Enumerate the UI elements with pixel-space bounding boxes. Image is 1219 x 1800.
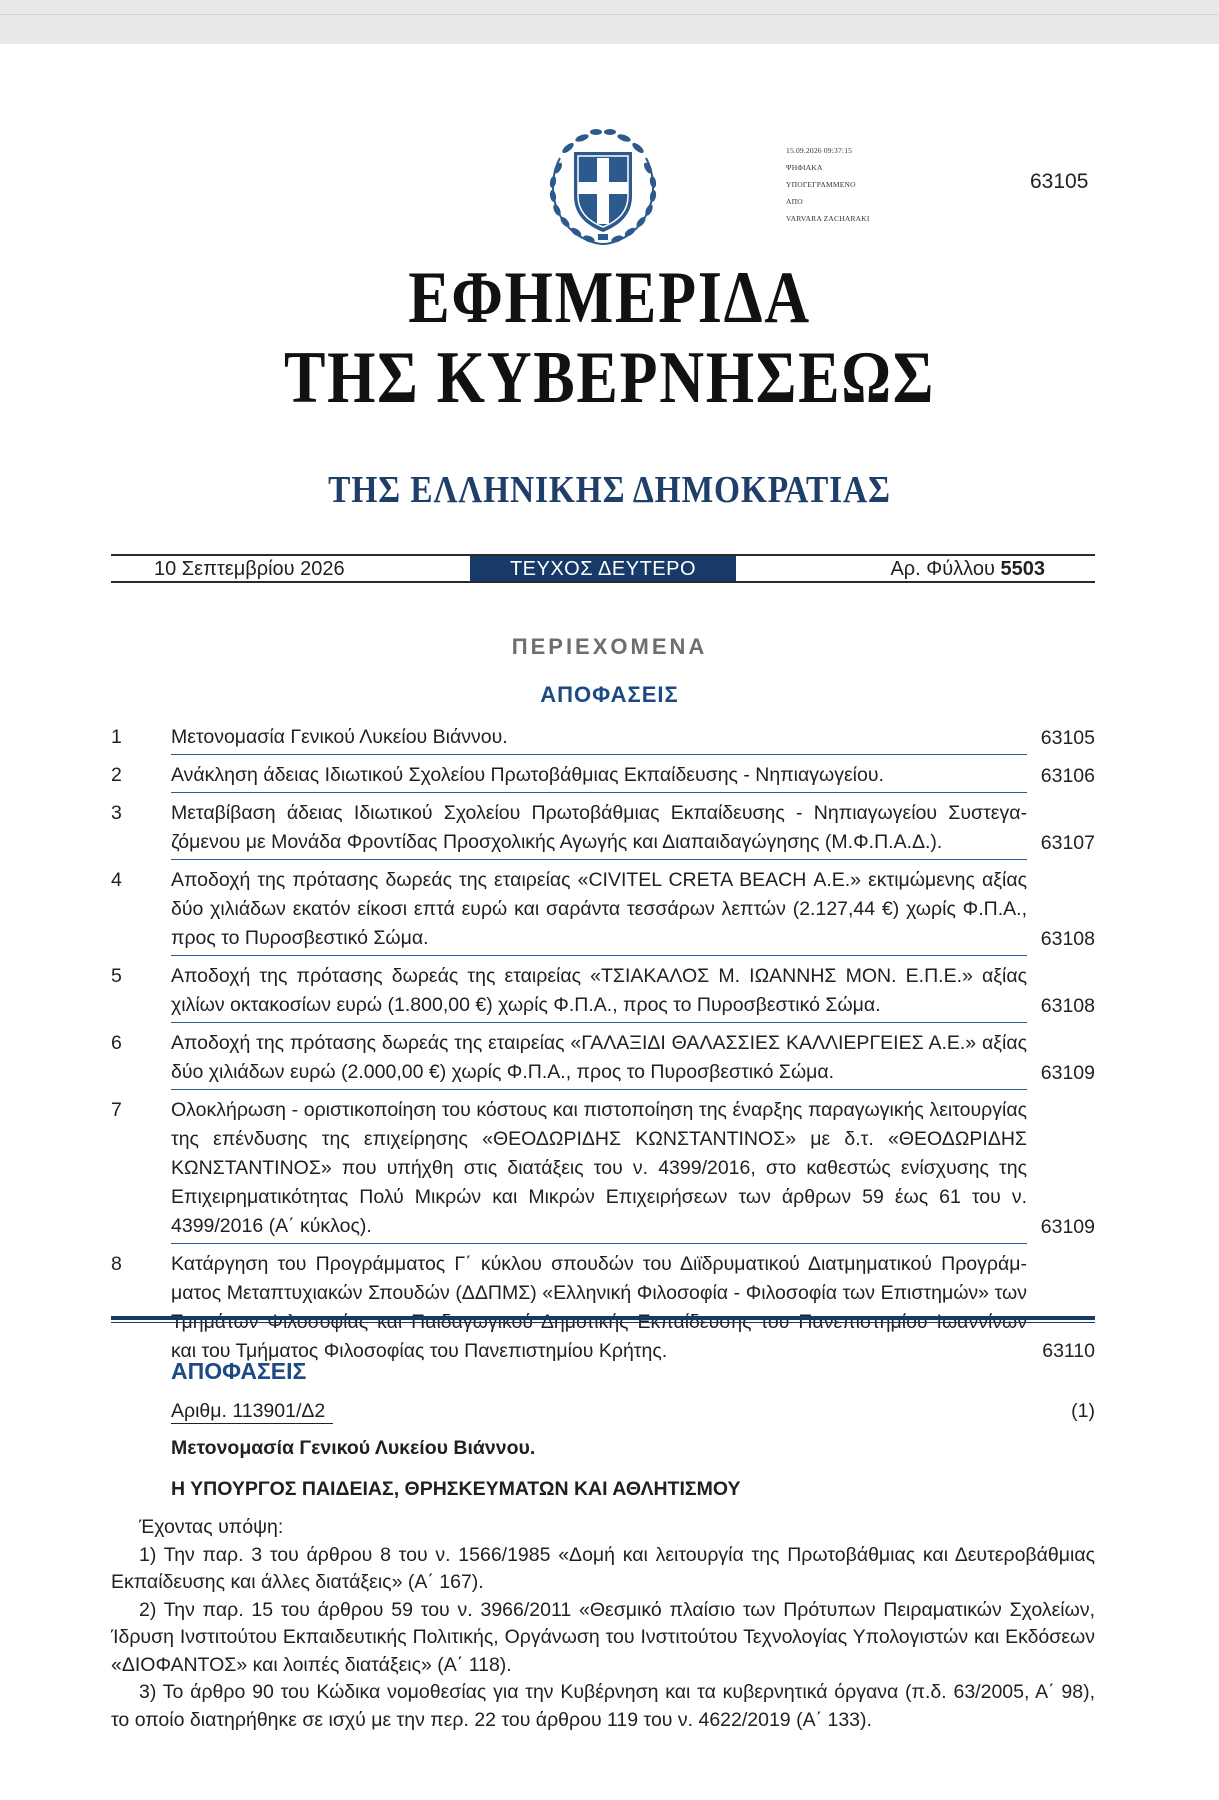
masthead-subtitle: ΤΗΣ ΕΛΛΗΝΙΚΗΣ ΔΗΜΟΚΡΑΤΙΑΣ [328, 469, 891, 511]
decision-reference: Αριθμ. 113901/Δ2 [171, 1400, 333, 1424]
contents-section-heading: ΑΠΟΦΑΣΕΙΣ [540, 682, 679, 707]
masthead-title-line1: ΕΦΗΜΕΡΙΔΑ [408, 257, 811, 339]
toc-entry-page: 63107 [1040, 832, 1095, 854]
contents-heading: ΠΕΡΙΕΧΟΜΕΝΑ [511, 634, 708, 659]
toc-entry[interactable] [111, 796, 1095, 863]
sheet-number [890, 558, 1045, 581]
masthead-title-line2: ΤΗΣ ΚΥΒΕΡΝΗΣΕΩΣ [283, 337, 936, 419]
toc-entry[interactable] [111, 1247, 1095, 1371]
toc-entry-page: 63108 [1040, 928, 1095, 950]
coat-of-arms-icon [538, 118, 668, 250]
signature-line: ΨΗΦΙΑΚΑ [786, 163, 823, 172]
toc-entry-title: Ολοκλήρωση - οριστικοποίηση του κόστους και πιστοποίηση της έναρξης παραγωγικής λειτουργίας της επένδυσης της επιχείρησης «ΘΕΟΔΩΡΙΔΗΣ ΚΩΝΣΤΑΝΤΙΝΟΣ» με δ.τ. «ΘΕΟΔΩΡΙΔΗΣ ΚΩΝΣΤΑΝΤΙΝΟΣ» που υπήχθη στις διατάξεις του ν. 4399/2016, στο καθεστώς ενίσχυσης της Επιχειρηματικότητας Πολύ Μικρών και Μικρών Επιχειρήσεων των άρθρων 59 έως 61 του ν. 4399/2016 (Α΄ κύκλος). [171, 1096, 1027, 1244]
decision-subject: Μετονομασία Γενικού Λυκείου Βιάννου. [171, 1437, 536, 1459]
signature-datetime: 15.09.2026 09:37:15 [786, 146, 853, 155]
toc-entry[interactable] [111, 720, 1095, 758]
body-paragraph: 3) Το άρθρο 90 του Κώδικα νομοθεσίας για την Κυβέρνηση και τα κυβερνητικά όργανα (π.δ. 63/2005, Α΄ 98), το οποίο διατηρήθηκε σε ισχύ με την περ. 22 του άρθρου 119 του ν. 4622/2019 (Α΄ 133). [111, 1681, 1095, 1731]
toc-entry-page: 63108 [1040, 995, 1095, 1017]
toc-entry-page: 63105 [1040, 727, 1095, 749]
section-heading: ΑΠΟΦΑΣΕΙΣ [171, 1358, 307, 1384]
issue-series-badge: ΤΕΥΧΟΣ ΔΕΥΤΕΡΟ [470, 556, 736, 581]
toc-entry[interactable] [111, 758, 1095, 796]
contents-end-rule [111, 1316, 1095, 1320]
toc-entry[interactable] [111, 959, 1095, 1026]
toc-entry[interactable] [111, 1026, 1095, 1093]
body-paragraph: 2) Την παρ. 15 του άρθρου 59 του ν. 3966/2011 «Θεσμικό πλαίσιο των Πρότυπων Πειραματικών Σχολείων, Ίδρυση Ινστιτούτου Εκπαιδευτικής Πολιτικής, Οργάνωση του Ινστιτούτου Τεχνολογίας Υπολογιστών και Εκδόσεων «ΔΙΟΦΑΝΤΟΣ» και λοιπές διατάξεις» (Α΄ 118). [111, 1598, 1095, 1676]
toc-entry-title: Αποδοχή της πρότασης δωρεάς της εταιρείας «ΓΑΛΑΞΙΔΙ ΘΑΛΑΣΣΙΕΣ ΚΑΛΛΙΕΡΓΕΙΕΣ Α.Ε.» αξίας δύο χιλιάδων ευρώ (2.000,00 €) χωρίς Φ.Π.Α., προς το Πυροσβεστικό Σώμα. [171, 1029, 1027, 1090]
issue-bar-bottom-rule [111, 581, 1095, 583]
toc-entry-page: 63110 [1042, 1340, 1095, 1362]
toc-entry-title: Μετονομασία Γενικού Λυκείου Βιάννου. [171, 723, 1027, 755]
sheet-number-label: Αρ. Φύλλου [890, 558, 995, 580]
toc-entry-title: Κατάργηση του Προγράμματος Γ΄ κύκλου σπουδών του Διϊδρυματικού Διατμηματικού Προγράμματος Μεταπτυχιακών Σπουδών (ΔΔΠΜΣ) «Ελληνική Φιλοσοφία - Φιλοσοφία των Επιστημών» των και του Τμήματος Φιλοσοφίας του Πανεπιστημίου Κρήτης. [171, 1253, 1027, 1362]
toc-entry-page: 63106 [1040, 765, 1095, 787]
toc-entry-title: Ανάκληση άδειας Ιδιωτικού Σχολείου Πρωτοβάθμιας Εκπαίδευσης - Νηπιαγωγείου. [171, 761, 1027, 793]
toc-entry-title: Μεταβίβαση άδειας Ιδιωτικού Σχολείου Πρωτοβάθμιας Εκπαίδευσης - Νηπιαγωγείου Συστεγαζόμενου με Μονάδα Φροντίδας Προσχολικής Αγωγής και Διαπαιδαγώγησης (Μ.Φ.Π.Α.Δ.). [171, 799, 1027, 860]
table-of-contents [111, 720, 1095, 1371]
toc-entry[interactable] [111, 1093, 1095, 1247]
toc-entry-number: 2 [111, 764, 122, 786]
sheet-number-value: 5503 [1000, 558, 1045, 580]
toc-entry-number: 6 [111, 1032, 122, 1054]
issue-date: 10 Σεπτεμβρίου 2026 [154, 558, 345, 580]
signature-line: VARVARA ZACHARAKI [786, 214, 870, 223]
body-paragraph: 1) Την παρ. 3 του άρθρου 8 του ν. 1566/1985 «Δομή και λειτουργία της Πρωτοβάθμιας και Δευτεροβάθμιας Εκπαίδευσης και άλλες διατάξεις» (Α΄ 167). [111, 1543, 1095, 1593]
toc-entry-page: 63109 [1040, 1062, 1095, 1084]
toc-entry[interactable] [111, 863, 1095, 959]
toc-entry-page: 63109 [1040, 1216, 1095, 1238]
decision-number: (1) [1071, 1400, 1095, 1422]
toc-entry-title: Αποδοχή της πρότασης δωρεάς της εταιρείας «ΤΣΙΑΚΑΛΟΣ Μ. ΙΩΑΝΝΗΣ ΜΟΝ. Ε.Π.Ε.» αξίας χιλίων οκτακοσίων ευρώ (1.800,00 €) χωρίς Φ.Π.Α., προς το Πυροσβεστικό Σώμα. [171, 962, 1027, 1023]
toc-entry-number: 7 [111, 1099, 122, 1121]
toc-entry-number: 3 [111, 802, 122, 824]
toc-entry-number: 8 [111, 1253, 122, 1275]
contents-end-rule-thin [111, 1322, 1095, 1323]
body-intro: Έχοντας υπόψη: [139, 1516, 284, 1538]
toc-entry-number: 5 [111, 965, 122, 987]
page-number: 63105 [1030, 170, 1089, 193]
gazette-page [0, 44, 1219, 1800]
decision-body [111, 1514, 1095, 1734]
digital-signature-stamp [786, 142, 926, 227]
issuing-authority: Η ΥΠΟΥΡΓΟΣ ΠΑΙΔΕΙΑΣ, ΘΡΗΣΚΕΥΜΑΤΩΝ ΚΑΙ ΑΘΛΗΤΙΣΜΟΥ [171, 1478, 741, 1500]
toc-entry-title: Αποδοχή της πρότασης δωρεάς της εταιρείας «CIVITEL CRETA BEACH Α.Ε.» εκτιμώμενης αξίας δύο χιλιάδων εκατόν είκοσι επτά ευρώ και σαράντα τεσσάρων λεπτών (2.127,44 €) χωρίς Φ.Π.Α., προς το Πυροσβεστικό Σώμα. [171, 866, 1027, 956]
signature-line: ΑΠΟ [786, 197, 803, 206]
viewer-top-border [0, 14, 1219, 15]
toc-entry-number: 1 [111, 726, 122, 748]
toc-entry-number: 4 [111, 869, 122, 891]
signature-line: ΥΠΟΓΕΓΡΑΜΜΕΝΟ [786, 180, 856, 189]
